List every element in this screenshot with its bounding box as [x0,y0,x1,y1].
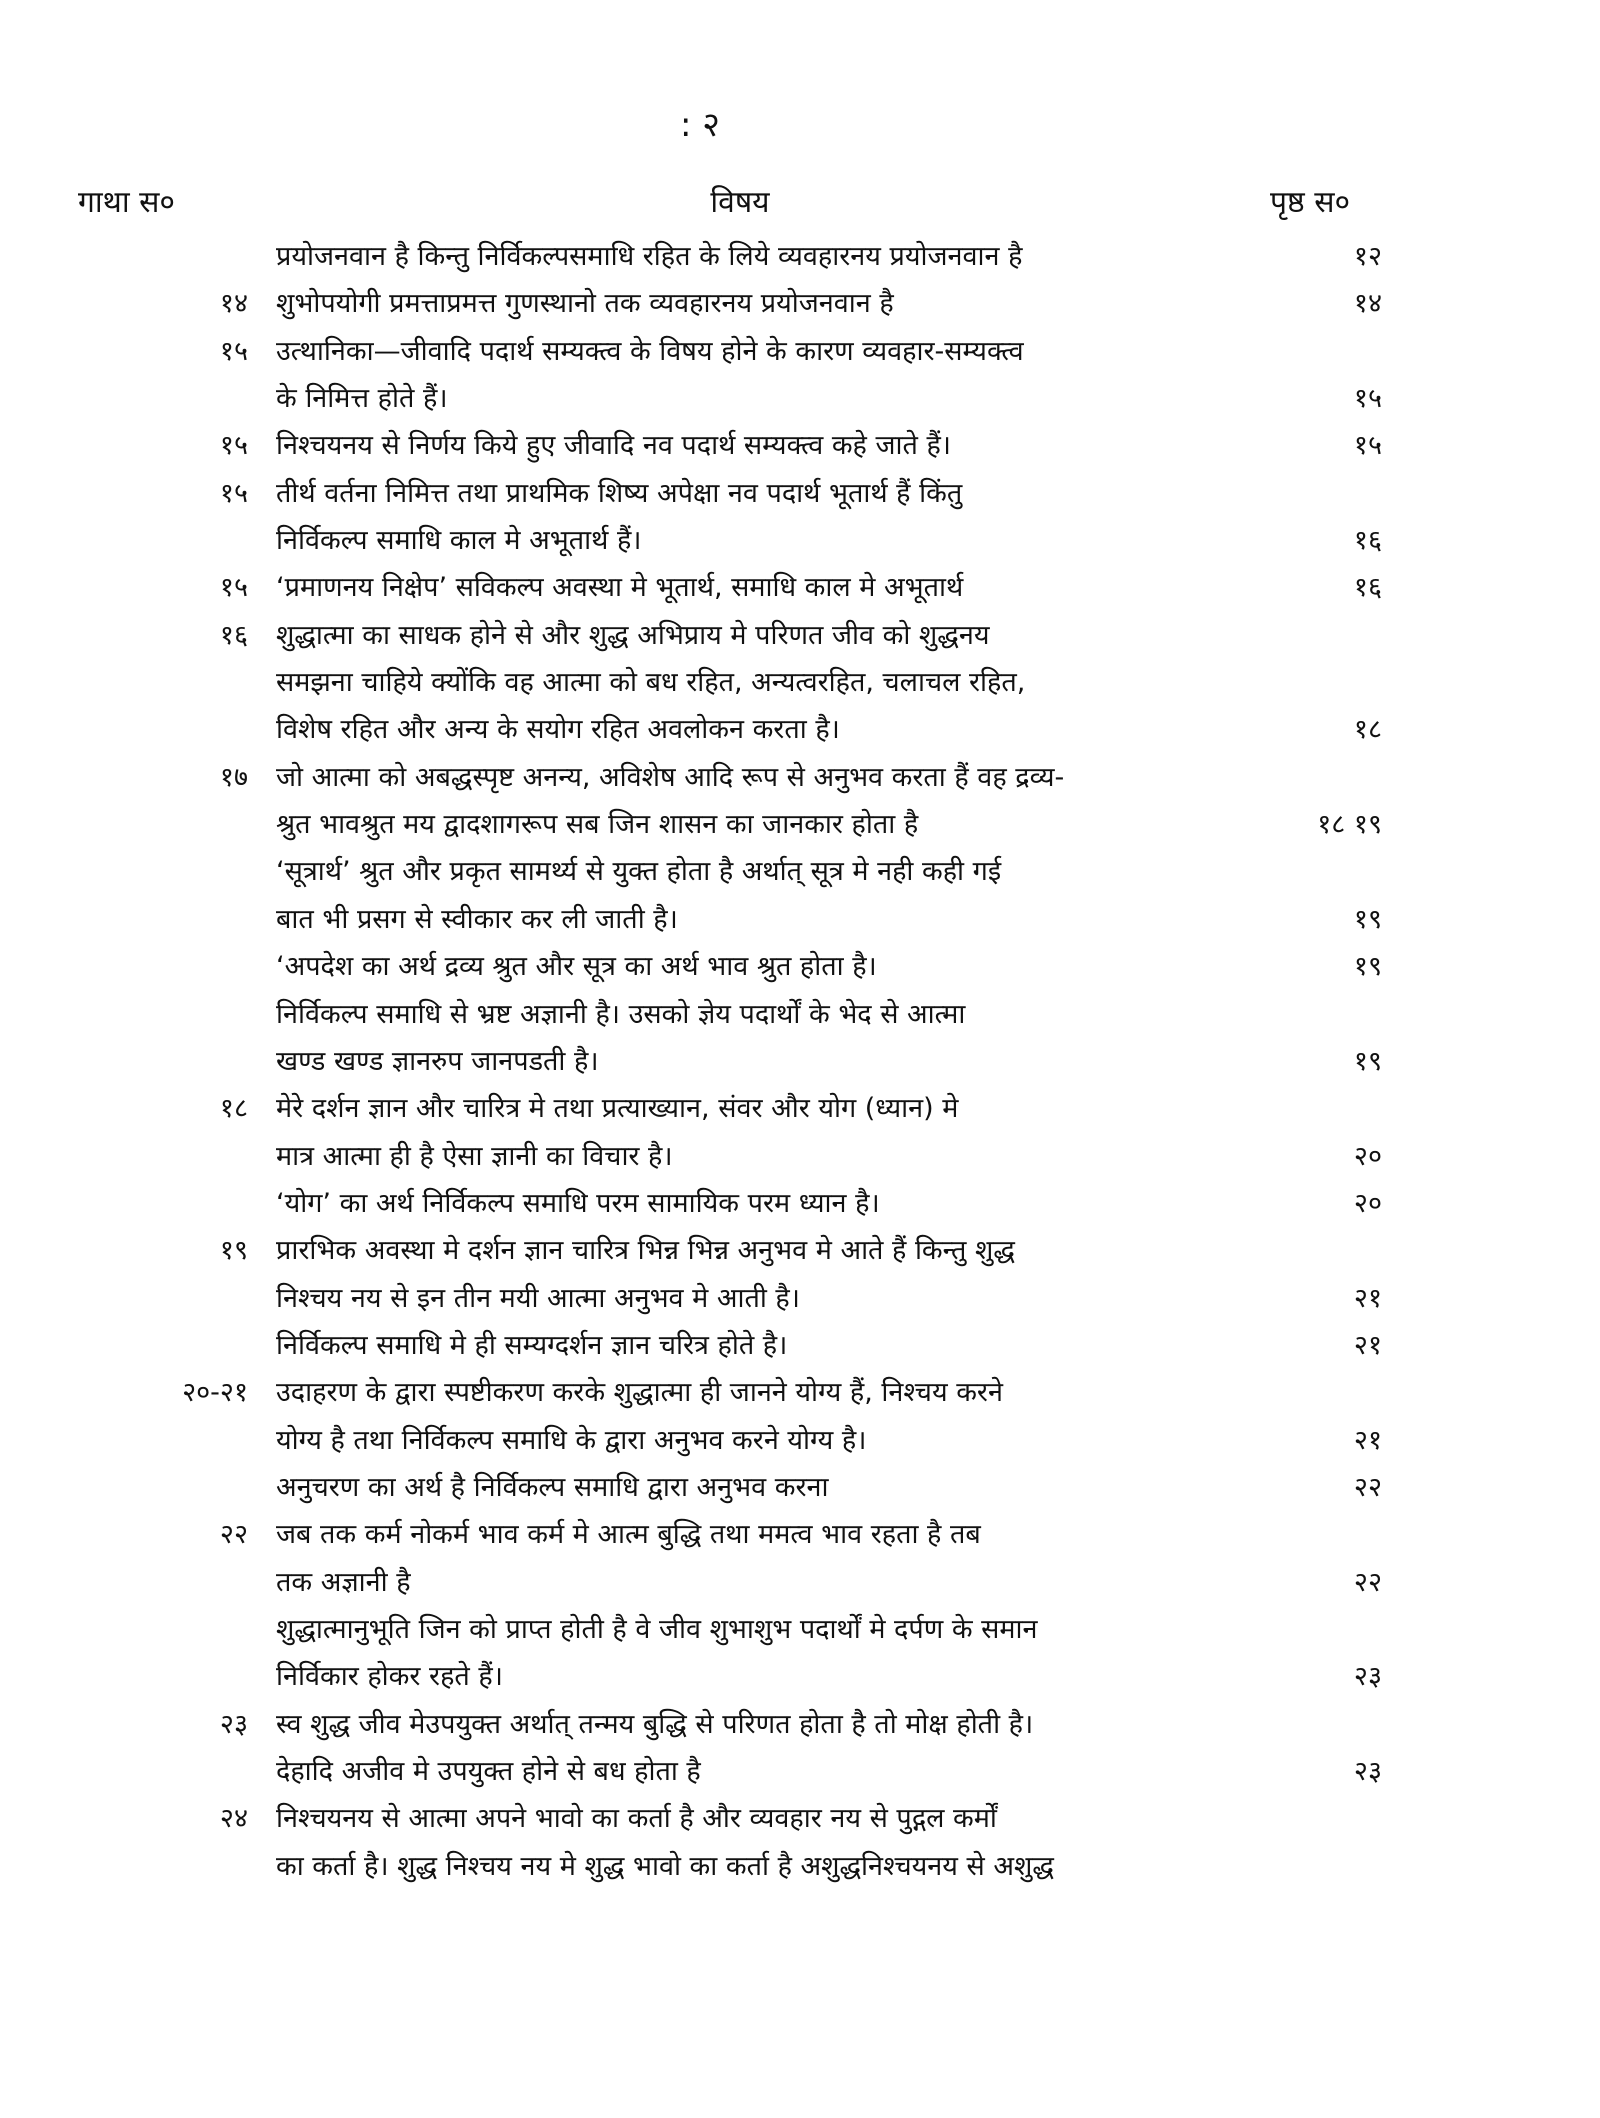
page-number-ref: १९ [1353,903,1382,935]
list-item [0,1180,1600,1227]
page-number-ref: २३ [1353,1661,1382,1693]
page-number-ref: २३ [1353,1756,1382,1787]
subject-text: देहादि अजीव मे उपयुक्त होने से बध होता है [276,1756,701,1787]
subject-text: जब तक कर्म नोकर्म भाव कर्म मे आत्म बुद्धि तथा ममत्व भाव रहता है तब [276,1519,981,1551]
subject-text: बात भी प्रसग से स्वीकार कर ली जाती है। [276,903,678,935]
list-item [0,422,1600,469]
gatha-number: १५ [219,572,248,604]
page-number-ref: १५ [1353,383,1382,415]
subject-text: योग्य है तथा निर्विकल्प समाधि के द्वारा अनुभव करने योग्य है। [276,1424,867,1456]
list-item [0,1417,1600,1464]
subject-text: निश्चयनय से निर्णय किये हुए जीवादि नव पदार्थ सम्यक्त्व कहे जाते हैं। [276,430,952,462]
list-item [0,612,1600,659]
subject-text: प्रयोजनवान है किन्तु निर्विकल्पसमाधि रहित के लिये व्यवहारनय प्रयोजनवान है [276,241,1023,272]
gatha-number: १५ [219,477,248,509]
list-item [0,848,1600,895]
column-header-subject: विषय [710,185,770,220]
subject-text: तीर्थ वर्तना निमित्त तथा प्राथमिक शिष्य अपेक्षा नव पदार्थ भूतार्थ हैं किंतु [276,477,963,509]
list-item [0,470,1600,517]
subject-text: ‘अपदेश का अर्थ द्रव्य श्रुत और सूत्र का अर्थ भाव श्रुत होता है। [276,951,877,983]
subject-text: निर्विकल्प समाधि से भ्रष्ट अज्ञानी है। उसको ज्ञेय पदार्थों के भेद से आत्मा [276,998,966,1030]
list-item [0,1701,1600,1748]
page-number-ref: १२ [1353,241,1382,272]
subject-text: निर्विकार होकर रहते हैं। [276,1661,503,1693]
gatha-number: २३ [219,1708,248,1740]
list-item [0,943,1600,990]
page-number-ref: २१ [1353,1282,1382,1314]
page-number-ref: २१ [1353,1424,1382,1456]
page-number-ref: १६ [1353,525,1382,557]
subject-text: शुद्धात्मा का साधक होने से और शुद्ध अभिप्राय मे परिणत जीव को शुद्धनय [276,619,990,651]
gatha-number: १६ [219,619,248,651]
page-number-ref: १४ [1353,288,1382,320]
page-number-ref: १८ १९ [1317,809,1382,841]
page-number: : २ [680,105,720,145]
subject-text: ‘प्रमाणनय निक्षेप’ सविकल्प अवस्था मे भूतार्थ, समाधि काल मे अभूतार्थ [276,572,964,604]
subject-text: का कर्ता है। शुद्ध निश्चय नय मे शुद्ध भावो का कर्ता है अशुद्धनिश्चयनय से अशुद्ध [276,1850,1054,1882]
list-item [0,1748,1600,1795]
subject-text: उदाहरण के द्वारा स्पष्टीकरण करके शुद्धात्मा ही जानने योग्य हैं, निश्चय करने [276,1377,1003,1409]
list-item [0,754,1600,801]
subject-text: निश्चय नय से इन तीन मयी आत्मा अनुभव मे आती है। [276,1282,801,1314]
list-item [0,1606,1600,1653]
subject-text: अनुचरण का अर्थ है निर्विकल्प समाधि द्वारा अनुभव करना [276,1471,829,1503]
gatha-number: १५ [219,430,248,462]
page-number-ref: १६ [1353,572,1382,604]
subject-text: तक अज्ञानी है [276,1566,411,1598]
list-item [0,1559,1600,1606]
list-item [0,1843,1600,1890]
gatha-number: १९ [219,1235,248,1267]
list-item [0,991,1600,1038]
gatha-number: १८ [219,1093,248,1125]
subject-text: निर्विकल्प समाधि काल मे अभूतार्थ हैं। [276,525,642,557]
list-item [0,1038,1600,1085]
subject-text: विशेष रहित और अन्य के सयोग रहित अवलोकन करता है। [276,714,840,746]
subject-text: शुभोपयोगी प्रमत्ताप्रमत्त गुणस्थानो तक व्यवहारनय प्रयोजनवान है [276,288,894,320]
list-item [0,328,1600,375]
list-item [0,896,1600,943]
list-item [0,1464,1600,1511]
list-item [0,801,1600,848]
page-number-ref: १९ [1353,1045,1382,1077]
column-header-page: पृष्ठ स० [1270,185,1351,220]
column-header-gatha: गाथा स० [78,185,176,220]
list-item [0,375,1600,422]
page-number-ref: १८ [1353,714,1382,746]
page-number-ref: २२ [1353,1566,1382,1598]
page-number-ref: २१ [1353,1329,1382,1361]
page-number-ref: १५ [1353,430,1382,462]
list-item [0,1511,1600,1558]
list-item [0,1653,1600,1700]
gatha-number: १७ [219,761,248,793]
gatha-number: १५ [219,335,248,367]
page-number-ref: २२ [1353,1471,1382,1503]
gatha-number: २२ [219,1519,248,1551]
subject-text: स्व शुद्ध जीव मेउपयुक्त अर्थात् तन्मय बुद्धि से परिणत होता है तो मोक्ष होती है। [276,1708,1034,1740]
subject-text: प्रारभिक अवस्था मे दर्शन ज्ञान चारित्र भिन्न भिन्न अनुभव मे आते हैं किन्तु शुद्ध [276,1235,1015,1267]
subject-text: ‘योग’ का अर्थ निर्विकल्प समाधि परम सामायिक परम ध्यान है। [276,1187,880,1219]
subject-text: श्रुत भावश्रुत मय द्वादशागरूप सब जिन शासन का जानकार होता है [276,809,919,841]
list-item [0,517,1600,564]
list-item [0,1227,1600,1274]
subject-text: शुद्धात्मानुभूति जिन को प्राप्त होती है वे जीव शुभाशुभ पदार्थों मे दर्पण के समान [276,1613,1038,1645]
list-item [0,706,1600,753]
contents-list [0,233,1600,1890]
list-item [0,1275,1600,1322]
list-item [0,659,1600,706]
subject-text: उत्थानिका—जीवादि पदार्थ सम्यक्त्व के विषय होने के कारण व्यवहार-सम्यक्त्व [276,335,1024,367]
gatha-number: २०-२१ [182,1377,248,1409]
list-item [0,564,1600,611]
subject-text: ‘सूत्रार्थ’ श्रुत और प्रकृत सामर्थ्य से युक्त होता है अर्थात् सूत्र मे नही कही गई [276,856,1002,888]
subject-text: खण्ड खण्ड ज्ञानरुप जानपडती है। [276,1045,599,1077]
subject-text: समझना चाहिये क्योंकि वह आत्मा को बध रहित, अन्यत्वरहित, चलाचल रहित, [276,667,1026,699]
list-item [0,280,1600,327]
page-number-ref: १९ [1353,951,1382,983]
list-item [0,1133,1600,1180]
subject-text: के निमित्त होते हैं। [276,383,448,415]
gatha-number: १४ [219,288,248,320]
page-number-ref: २० [1353,1187,1382,1219]
subject-text: जो आत्मा को अबद्धस्पृष्ट अनन्य, अविशेष आदि रूप से अनुभव करता हैं वह द्रव्य- [276,761,1065,793]
list-item [0,1085,1600,1132]
list-item [0,233,1600,280]
page-number-ref: २० [1353,1140,1382,1172]
subject-text: मेरे दर्शन ज्ञान और चारित्र मे तथा प्रत्याख्यान, संवर और योग (ध्यान) मे [276,1093,959,1125]
subject-text: मात्र आत्मा ही है ऐसा ज्ञानी का विचार है। [276,1140,673,1172]
subject-text: निश्चयनय से आत्मा अपने भावो का कर्ता है और व्यवहार नय से पुद्गल कर्मों [276,1803,997,1835]
list-item [0,1369,1600,1416]
list-item [0,1795,1600,1842]
gatha-number: २४ [219,1803,248,1835]
list-item [0,1322,1600,1369]
subject-text: निर्विकल्प समाधि मे ही सम्यग्दर्शन ज्ञान चरित्र होते है। [276,1329,788,1361]
